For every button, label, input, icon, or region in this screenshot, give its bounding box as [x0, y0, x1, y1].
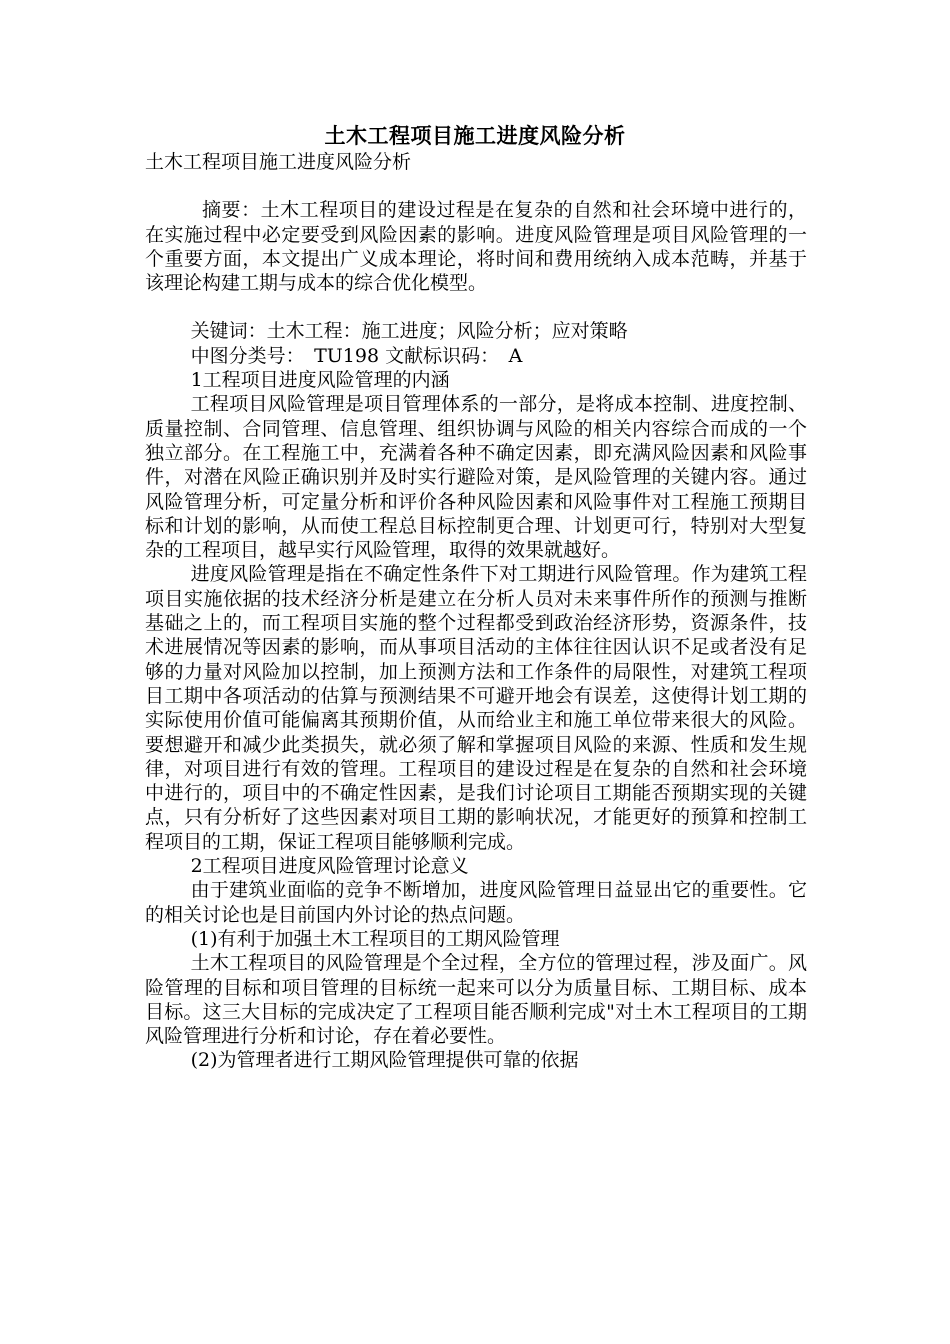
- point-1-paragraph: 土木工程项目的风险管理是个全过程，全方位的管理过程，涉及面广。风险管理的目标和项目管理的目标统一起来可以分为质量目标、工期目标、成本目标。这三大目标的完成决定了工程项目能否顺利完成"对土木工程项目的工期风险管理进行分析和讨论，存在着必要性。: [145, 952, 807, 1048]
- point-1-heading: (1)有利于加强土木工程项目的工期风险管理: [190, 927, 560, 950]
- section-1-heading: 1工程项目进度风险管理的内涵: [190, 369, 450, 392]
- document-subtitle: 土木工程项目施工进度风险分析: [145, 151, 412, 173]
- blank-line: [145, 174, 807, 198]
- keywords-line: 关键词：土木工程：施工进度；风险分析；应对策略: [190, 320, 628, 343]
- section-2-heading: 2工程项目进度风险管理讨论意义: [190, 855, 469, 878]
- classification-line: 中图分类号： TU198 文献标识码： A: [190, 344, 523, 367]
- blank-line: [145, 295, 807, 319]
- section-1-paragraph-1: 工程项目风险管理是项目管理体系的一部分，是将成本控制、进度控制、质量控制、合同管理、信息管理、组织协调与风险的相关内容综合而成的一个独立部分。在工程施工中，充满着各种不确定因素，即充满风险因素和风险事件，对潜在风险正确识别并及时实行避险对策，是风险管理的关键内容。通过风险管理分析，可定量分析和评价各种风险因素和风险事件对工程施工预期目标和计划的影响，从而使工程总目标控制更合理、计划更可行，特别对大型复杂的工程项目，越早实行风险管理，取得的效果就越好。: [145, 393, 807, 562]
- section-2-paragraph-1: 由于建筑业面临的竞争不断增加，进度风险管理日益显出它的重要性。它的相关讨论也是目前国内外讨论的热点问题。: [145, 879, 807, 926]
- section-1-paragraph-2: 进度风险管理是指在不确定性条件下对工期进行风险管理。作为建筑工程项目实施依据的技术经济分析是建立在分析人员对未来事件所作的预测与推断基础之上的，而工程项目实施的整个过程都受到政治经济形势，资源条件，技术进展情况等因素的影响，而从事项目活动的主体往往因认识不足或者没有足够的力量对风险加以控制，加上预测方法和工作条件的局限性，对建筑工程项目工期中各项活动的估算与预测结果不可避开地会有误差，这使得计划工期的实际使用价值可能偏离其预期价值，从而给业主和施工单位带来很大的风险。要想避开和减少此类损失，就必须了解和掌握项目风险的来源、性质和发生规律，对项目进行有效的管理。工程项目的建设过程是在复杂的自然和社会环境中进行的，项目中的不确定性因素，是我们讨论项目工期能否预期实现的关键点，只有分析好了这些因素对项目工期的影响状况，才能更好的预算和控制工程项目的工期，保证工程项目能够顺利完成。: [145, 563, 807, 853]
- document-body: [145, 150, 807, 1073]
- document-title: 土木工程项目施工进度风险分析: [324, 124, 626, 148]
- point-2-heading: (2)为管理者进行工期风险管理提供可靠的依据: [190, 1049, 579, 1072]
- abstract-paragraph: 摘要：土木工程项目的建设过程是在复杂的自然和社会环境中进行的，在实施过程中必定要受到风险因素的影响。进度风险管理是项目风险管理的一个重要方面，本文提出广义成本理论，将时间和费用统纳入成本范畴，并基于该理论构建工期与成本的综合优化模型。: [145, 199, 807, 295]
